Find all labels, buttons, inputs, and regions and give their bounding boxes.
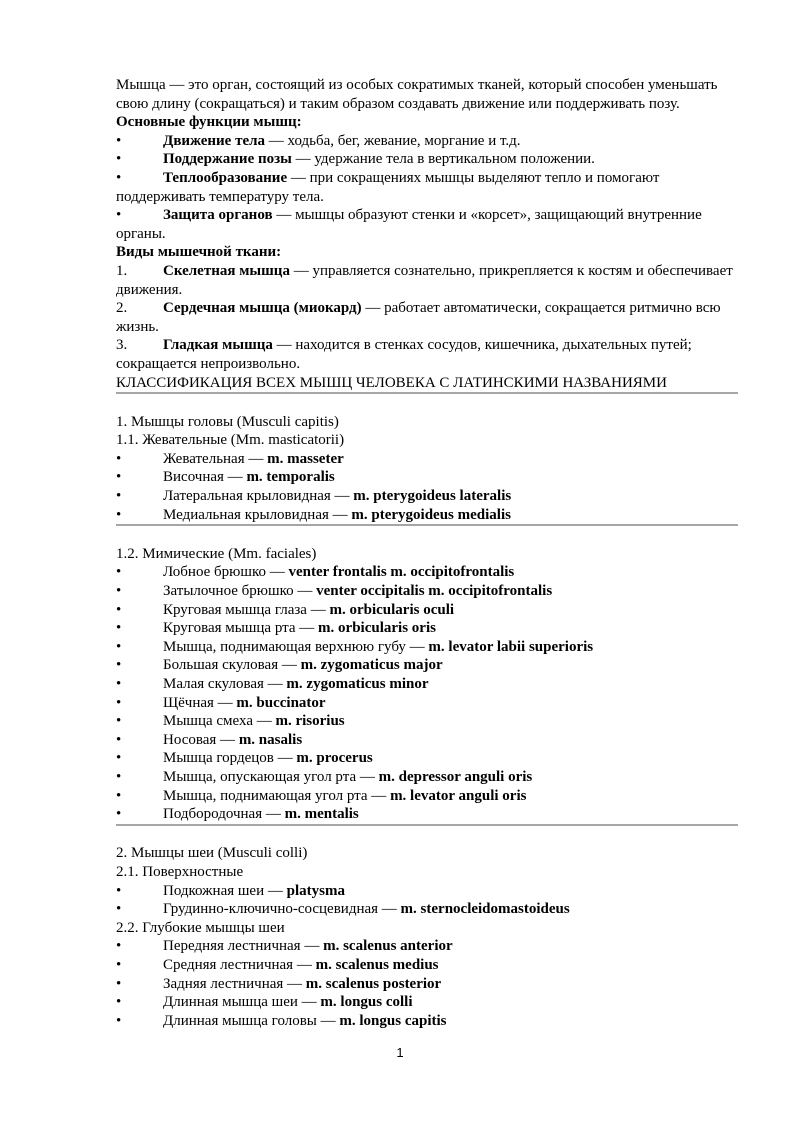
muscle-name-latin: m. depressor anguli oris [378, 768, 533, 785]
list-item [116, 937, 738, 956]
bullet: • [116, 657, 122, 674]
list-item [116, 601, 738, 620]
muscle-name-latin: m. longus colli [320, 994, 413, 1011]
muscle-name-latin: m. nasalis [238, 731, 303, 748]
bullet: • [116, 506, 122, 523]
list-item [116, 956, 738, 975]
muscle-name-ru: Грудинно-ключично-сосцевидная — [163, 901, 401, 918]
function-term: Защита органов [163, 207, 273, 224]
muscle-name-latin: m. risorius [275, 713, 345, 730]
muscle-name-latin: m. pterygoideus medialis [351, 506, 511, 523]
muscle-name-latin: m. temporalis [246, 469, 335, 486]
muscle-name-ru: Затылочное брюшко — [163, 583, 317, 600]
bullet: • [116, 768, 122, 785]
bullet: • [116, 1012, 122, 1029]
muscle-name-ru: Мышца гордецов — [163, 750, 297, 767]
muscle-name-latin: m. zygomaticus minor [286, 676, 429, 692]
bullet: • [116, 694, 122, 711]
muscle-name-ru: Щёчная — [163, 694, 237, 711]
tissue-item [116, 299, 738, 336]
muscle-name-latin: m. pterygoideus lateralis [353, 488, 512, 505]
muscle-name-ru: Мышца, опускающая угол рта — [163, 768, 379, 785]
list-item [116, 768, 738, 787]
muscle-name-latin: m. scalenus medius [315, 956, 439, 973]
facial-list [116, 563, 738, 823]
bullet: • [116, 583, 122, 600]
list-item [116, 506, 738, 525]
muscle-name-ru: Подбородочная — [163, 806, 285, 823]
list-number: 1. [116, 262, 128, 279]
function-term: Теплообразование [163, 169, 288, 186]
superficial-subtitle: 2.1. Поверхностные [116, 863, 244, 880]
list-number: 3. [116, 337, 128, 354]
tissue-item [116, 262, 738, 299]
list-item [116, 712, 738, 731]
bullet: • [116, 601, 122, 618]
bullet: • [116, 806, 122, 823]
muscle-name-latin: m. mentalis [284, 806, 359, 823]
muscle-name-ru: Задняя лестничная — [163, 975, 306, 992]
bullet: • [116, 469, 122, 486]
tissue-text: — работает автоматически, сокращается ритмично всю жизнь. [116, 300, 721, 335]
spacer [116, 526, 738, 545]
list-item [116, 468, 738, 487]
tissue-term: Гладкая мышца [163, 337, 273, 354]
list-item [116, 563, 738, 582]
function-term: Поддержание позы [163, 151, 292, 168]
muscle-name-ru: Мышца, поднимающая угол рта — [163, 787, 391, 804]
muscle-name-latin: m. orbicularis oculi [329, 601, 455, 618]
bullet: • [116, 938, 122, 955]
list-item [116, 638, 738, 657]
function-text: — мышцы образуют стенки и «корсет», защищающий внутренние органы. [116, 207, 702, 242]
muscle-name-ru: Большая скуловая — [163, 657, 301, 674]
list-item [116, 1012, 738, 1031]
tissue-term: Сердечная мышца (миокард) [163, 300, 362, 317]
muscle-name-latin: m. orbicularis oris [318, 620, 436, 637]
list-item [116, 675, 738, 694]
document-page [116, 76, 738, 1030]
bullet: • [116, 450, 122, 467]
muscle-name-ru: Длинная мышца головы — [163, 1012, 340, 1029]
muscle-name-latin: m. procerus [296, 750, 373, 767]
bullet: • [116, 169, 122, 186]
list-item [116, 975, 738, 994]
tissue-item [116, 336, 738, 373]
bullet: • [116, 713, 122, 730]
muscle-name-ru: Подкожная шеи — [163, 882, 287, 899]
function-item [116, 150, 738, 169]
list-item [116, 619, 738, 638]
bullet: • [116, 564, 122, 581]
bullet: • [116, 488, 122, 505]
muscle-name-latin: platysma [286, 882, 345, 899]
bullet: • [116, 787, 122, 804]
spacer [116, 826, 738, 845]
list-item [116, 450, 738, 469]
muscle-name-latin: m. sternocleidomastoideus [400, 901, 570, 918]
muscle-name-latin: m. levator labii superioris [428, 638, 594, 655]
list-number: 2. [116, 300, 128, 317]
bullet: • [116, 620, 122, 637]
list-item [116, 582, 738, 601]
bullet: • [116, 994, 122, 1011]
list-item [116, 882, 738, 901]
bullet: • [116, 750, 122, 767]
head-section-title: 1. Мышцы головы (Musculi capitis) [116, 413, 339, 430]
list-item [116, 487, 738, 506]
muscle-name-ru: Носовая — [163, 731, 239, 748]
muscle-name-ru: Длинная мышца шеи — [163, 994, 321, 1011]
list-item [116, 787, 738, 806]
function-text: — ходьба, бег, жевание, моргание и т.д. [265, 132, 521, 149]
bullet: • [116, 132, 122, 149]
function-term: Движение тела [163, 132, 266, 149]
muscle-name-ru: Круговая мышца глаза — [163, 601, 330, 618]
muscle-name-ru: Мышца, поднимающая верхнюю губу — [163, 638, 429, 655]
bullet: • [116, 956, 122, 973]
function-item [116, 206, 738, 243]
tissue-term: Скелетная мышца [163, 262, 290, 279]
functions-heading: Основные функции мышц: [116, 114, 302, 131]
muscle-name-ru: Малая скуловая — [163, 676, 287, 692]
intro-paragraph: Мышца — это орган, состоящий из особых сократимых тканей, который способен уменьшать свою длину (сокращаться) и таким образом создавать движение или поддерживать позу. [116, 77, 718, 112]
deep-list [116, 937, 738, 1030]
muscle-name-latin: m. levator anguli oris [390, 787, 527, 804]
list-item [116, 805, 738, 824]
bullet: • [116, 731, 122, 748]
bullet: • [116, 676, 122, 692]
list-item [116, 993, 738, 1012]
muscle-name-ru: Височная — [163, 469, 247, 486]
muscle-name-latin: m. longus capitis [339, 1012, 447, 1029]
muscle-name-ru: Медиальная крыловидная — [163, 506, 352, 523]
function-text: — при сокращениях мышцы выделяют тепло и помогают поддерживать температуру тела. [116, 169, 660, 205]
classification-heading: КЛАССИФИКАЦИЯ ВСЕХ МЫШЦ ЧЕЛОВЕКА С ЛАТИНСКИМИ НАЗВАНИЯМИ [116, 374, 738, 395]
bullet: • [116, 975, 122, 992]
muscle-name-ru: Передняя лестничная — [163, 938, 324, 955]
tissue-text: — находится в стенках сосудов, кишечника, дыхательных путей; сокращается непроизвольно. [116, 337, 692, 372]
neck-section-title: 2. Мышцы шеи (Musculi colli) [116, 845, 308, 862]
muscle-name-latin: m. masseter [267, 450, 344, 467]
bullet: • [116, 207, 122, 224]
function-item [116, 169, 738, 206]
facial-subtitle: 1.2. Мимические (Mm. faciales) [116, 545, 317, 562]
function-text: — удержание тела в вертикальном положении. [291, 151, 595, 168]
spacer [116, 394, 738, 413]
bullet: • [116, 638, 122, 655]
bullet: • [116, 882, 122, 899]
tissues-heading: Виды мышечной ткани: [116, 244, 282, 261]
list-item [116, 749, 738, 768]
muscle-name-ru: Средняя лестничная — [163, 956, 316, 973]
tissue-text: — управляется сознательно, прикрепляется к костям и обеспечивает движения. [116, 262, 733, 298]
muscle-name-latin: venter frontalis m. occipitofrontalis [288, 564, 515, 581]
deep-subtitle: 2.2. Глубокие мышцы шеи [116, 919, 285, 936]
superficial-list [116, 882, 738, 919]
masticatory-list [116, 450, 738, 524]
bullet: • [116, 901, 122, 918]
muscle-name-latin: m. zygomaticus major [300, 657, 443, 674]
list-item [116, 731, 738, 750]
function-item [116, 132, 738, 151]
bullet: • [116, 151, 122, 168]
muscle-name-latin: m. buccinator [236, 694, 326, 711]
masticatory-subtitle: 1.1. Жевательные (Mm. masticatorii) [116, 432, 345, 449]
muscle-name-latin: m. scalenus anterior [323, 938, 453, 955]
page-number: 1 [396, 1045, 404, 1060]
muscle-name-ru: Латеральная крыловидная — [163, 488, 354, 505]
muscle-name-ru: Мышца смеха — [163, 713, 276, 730]
muscle-name-latin: venter occipitalis m. occipitofrontalis [316, 583, 553, 600]
muscle-name-ru: Жевательная — [163, 450, 268, 467]
list-item [116, 656, 738, 675]
muscle-name-latin: m. scalenus posterior [305, 975, 442, 992]
muscle-name-ru: Круговая мышца рта — [163, 620, 319, 637]
muscle-name-ru: Лобное брюшко — [163, 564, 289, 581]
list-item [116, 900, 738, 919]
list-item [116, 694, 738, 713]
